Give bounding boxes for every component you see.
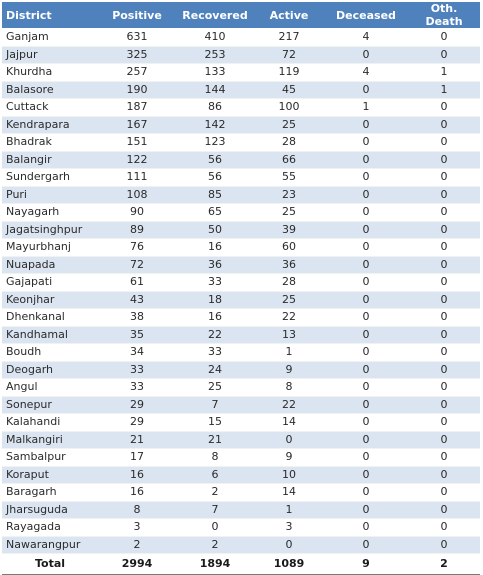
district-cell: Keonjhar [2, 291, 98, 309]
district-cell: Sambalpur [2, 449, 98, 467]
recovered-cell: 86 [176, 99, 254, 117]
active-cell: 28 [254, 274, 324, 292]
deceased-cell: 1 [324, 99, 408, 117]
recovered-cell: 16 [176, 239, 254, 257]
recovered-cell: 2 [176, 536, 254, 554]
recovered-cell: 133 [176, 64, 254, 82]
table-row [2, 134, 480, 152]
district-cell: Sonepur [2, 396, 98, 414]
recovered-cell: 0 [176, 519, 254, 537]
district-cell: Dhenkanal [2, 309, 98, 327]
table-row [2, 466, 480, 484]
active-cell: 100 [254, 99, 324, 117]
recovered-cell: 7 [176, 501, 254, 519]
positive-cell: 167 [98, 116, 176, 134]
active-cell: 9 [254, 449, 324, 467]
positive-cell: 190 [98, 81, 176, 99]
total-row [2, 554, 480, 575]
active-cell: 22 [254, 396, 324, 414]
positive-cell: 90 [98, 204, 176, 222]
district-cell: Bhadrak [2, 134, 98, 152]
total-positive: 2994 [98, 554, 176, 575]
positive-cell: 16 [98, 484, 176, 502]
other-death-cell: 0 [408, 326, 480, 344]
deceased-cell: 0 [324, 361, 408, 379]
district-cell: Jharsuguda [2, 501, 98, 519]
positive-cell: 33 [98, 379, 176, 397]
table-row [2, 326, 480, 344]
active-cell: 23 [254, 186, 324, 204]
recovered-cell: 36 [176, 256, 254, 274]
active-cell: 14 [254, 414, 324, 432]
district-cell: Rayagada [2, 519, 98, 537]
positive-cell: 72 [98, 256, 176, 274]
other-death-cell: 0 [408, 169, 480, 187]
active-cell: 25 [254, 291, 324, 309]
table-row [2, 414, 480, 432]
positive-cell: 151 [98, 134, 176, 152]
deceased-cell: 0 [324, 134, 408, 152]
table-row [2, 291, 480, 309]
recovered-cell: 6 [176, 466, 254, 484]
positive-cell: 43 [98, 291, 176, 309]
header-active: Active [254, 2, 324, 29]
active-cell: 8 [254, 379, 324, 397]
deceased-cell: 0 [324, 239, 408, 257]
positive-cell: 33 [98, 361, 176, 379]
total-other-death: 2 [408, 554, 480, 575]
district-cell: Nawarangpur [2, 536, 98, 554]
deceased-cell: 0 [324, 151, 408, 169]
header-district: District [2, 2, 98, 29]
district-stats-table [2, 2, 480, 575]
district-cell: Balangir [2, 151, 98, 169]
active-cell: 13 [254, 326, 324, 344]
active-cell: 36 [254, 256, 324, 274]
table-row [2, 309, 480, 327]
other-death-cell: 0 [408, 344, 480, 362]
active-cell: 10 [254, 466, 324, 484]
other-death-cell: 0 [408, 396, 480, 414]
deceased-cell: 0 [324, 449, 408, 467]
active-cell: 0 [254, 536, 324, 554]
other-death-cell: 0 [408, 221, 480, 239]
deceased-cell: 4 [324, 64, 408, 82]
total-recovered: 1894 [176, 554, 254, 575]
deceased-cell: 0 [324, 169, 408, 187]
active-cell: 22 [254, 309, 324, 327]
active-cell: 14 [254, 484, 324, 502]
district-cell: Malkangiri [2, 431, 98, 449]
positive-cell: 187 [98, 99, 176, 117]
district-cell: Nayagarh [2, 204, 98, 222]
district-cell: Cuttack [2, 99, 98, 117]
total-active: 1089 [254, 554, 324, 575]
other-death-cell: 0 [408, 449, 480, 467]
active-cell: 1 [254, 344, 324, 362]
recovered-cell: 22 [176, 326, 254, 344]
positive-cell: 29 [98, 414, 176, 432]
other-death-cell: 0 [408, 116, 480, 134]
recovered-cell: 18 [176, 291, 254, 309]
active-cell: 119 [254, 64, 324, 82]
deceased-cell: 4 [324, 29, 408, 47]
recovered-cell: 21 [176, 431, 254, 449]
district-cell: Angul [2, 379, 98, 397]
positive-cell: 61 [98, 274, 176, 292]
positive-cell: 111 [98, 169, 176, 187]
table-footer [2, 554, 480, 575]
other-death-cell: 0 [408, 519, 480, 537]
table-row [2, 519, 480, 537]
positive-cell: 631 [98, 29, 176, 47]
recovered-cell: 33 [176, 274, 254, 292]
table-row [2, 169, 480, 187]
other-death-cell: 1 [408, 64, 480, 82]
recovered-cell: 15 [176, 414, 254, 432]
district-cell: Kandhamal [2, 326, 98, 344]
other-death-cell: 0 [408, 291, 480, 309]
district-cell: Jagatsinghpur [2, 221, 98, 239]
positive-cell: 8 [98, 501, 176, 519]
recovered-cell: 65 [176, 204, 254, 222]
district-cell: Kalahandi [2, 414, 98, 432]
deceased-cell: 0 [324, 344, 408, 362]
table-row [2, 449, 480, 467]
active-cell: 60 [254, 239, 324, 257]
recovered-cell: 8 [176, 449, 254, 467]
deceased-cell: 0 [324, 536, 408, 554]
table-header [2, 2, 480, 29]
active-cell: 39 [254, 221, 324, 239]
table-row [2, 239, 480, 257]
deceased-cell: 0 [324, 116, 408, 134]
other-death-cell: 0 [408, 361, 480, 379]
table-row [2, 274, 480, 292]
active-cell: 1 [254, 501, 324, 519]
recovered-cell: 25 [176, 379, 254, 397]
other-death-cell: 0 [408, 379, 480, 397]
other-death-cell: 1 [408, 81, 480, 99]
other-death-cell: 0 [408, 466, 480, 484]
recovered-cell: 144 [176, 81, 254, 99]
positive-cell: 325 [98, 46, 176, 64]
table-row [2, 46, 480, 64]
table-row [2, 151, 480, 169]
table-row [2, 501, 480, 519]
recovered-cell: 56 [176, 151, 254, 169]
other-death-cell: 0 [408, 151, 480, 169]
district-cell: Nuapada [2, 256, 98, 274]
recovered-cell: 50 [176, 221, 254, 239]
recovered-cell: 2 [176, 484, 254, 502]
recovered-cell: 56 [176, 169, 254, 187]
district-cell: Kendrapara [2, 116, 98, 134]
district-cell: Baragarh [2, 484, 98, 502]
recovered-cell: 85 [176, 186, 254, 204]
other-death-cell: 0 [408, 484, 480, 502]
table-row [2, 396, 480, 414]
other-death-cell: 0 [408, 501, 480, 519]
table-row [2, 116, 480, 134]
district-cell: Gajapati [2, 274, 98, 292]
deceased-cell: 0 [324, 221, 408, 239]
total-label: Total [2, 554, 98, 575]
other-death-cell: 0 [408, 29, 480, 47]
recovered-cell: 253 [176, 46, 254, 64]
recovered-cell: 123 [176, 134, 254, 152]
deceased-cell: 0 [324, 274, 408, 292]
table-row [2, 29, 480, 47]
deceased-cell: 0 [324, 466, 408, 484]
table-row [2, 361, 480, 379]
active-cell: 3 [254, 519, 324, 537]
positive-cell: 76 [98, 239, 176, 257]
recovered-cell: 142 [176, 116, 254, 134]
active-cell: 25 [254, 116, 324, 134]
positive-cell: 17 [98, 449, 176, 467]
table-row [2, 99, 480, 117]
deceased-cell: 0 [324, 519, 408, 537]
deceased-cell: 0 [324, 256, 408, 274]
active-cell: 72 [254, 46, 324, 64]
table-row [2, 81, 480, 99]
district-cell: Boudh [2, 344, 98, 362]
table-row [2, 204, 480, 222]
header-other-death: Oth. Death [408, 2, 480, 29]
header-row [2, 2, 480, 29]
deceased-cell: 0 [324, 379, 408, 397]
active-cell: 9 [254, 361, 324, 379]
positive-cell: 3 [98, 519, 176, 537]
header-deceased: Deceased [324, 2, 408, 29]
table-row [2, 64, 480, 82]
recovered-cell: 7 [176, 396, 254, 414]
positive-cell: 35 [98, 326, 176, 344]
deceased-cell: 0 [324, 414, 408, 432]
active-cell: 0 [254, 431, 324, 449]
deceased-cell: 0 [324, 186, 408, 204]
deceased-cell: 0 [324, 326, 408, 344]
other-death-cell: 0 [408, 46, 480, 64]
total-deceased: 9 [324, 554, 408, 575]
deceased-cell: 0 [324, 204, 408, 222]
recovered-cell: 24 [176, 361, 254, 379]
other-death-cell: 0 [408, 239, 480, 257]
other-death-cell: 0 [408, 186, 480, 204]
other-death-cell: 0 [408, 414, 480, 432]
positive-cell: 38 [98, 309, 176, 327]
table-body [2, 29, 480, 554]
other-death-cell: 0 [408, 99, 480, 117]
other-death-cell: 0 [408, 431, 480, 449]
district-cell: Sundergarh [2, 169, 98, 187]
positive-cell: 21 [98, 431, 176, 449]
deceased-cell: 0 [324, 484, 408, 502]
positive-cell: 122 [98, 151, 176, 169]
positive-cell: 108 [98, 186, 176, 204]
positive-cell: 257 [98, 64, 176, 82]
positive-cell: 34 [98, 344, 176, 362]
positive-cell: 2 [98, 536, 176, 554]
active-cell: 55 [254, 169, 324, 187]
table-row [2, 536, 480, 554]
table-row [2, 344, 480, 362]
other-death-cell: 0 [408, 274, 480, 292]
table-row [2, 431, 480, 449]
recovered-cell: 410 [176, 29, 254, 47]
deceased-cell: 0 [324, 396, 408, 414]
district-cell: Mayurbhanj [2, 239, 98, 257]
active-cell: 66 [254, 151, 324, 169]
deceased-cell: 0 [324, 291, 408, 309]
active-cell: 45 [254, 81, 324, 99]
district-cell: Ganjam [2, 29, 98, 47]
active-cell: 28 [254, 134, 324, 152]
district-cell: Koraput [2, 466, 98, 484]
table-row [2, 256, 480, 274]
table-row [2, 221, 480, 239]
header-positive: Positive [98, 2, 176, 29]
other-death-cell: 0 [408, 256, 480, 274]
other-death-cell: 0 [408, 204, 480, 222]
table-row [2, 379, 480, 397]
deceased-cell: 0 [324, 431, 408, 449]
deceased-cell: 0 [324, 501, 408, 519]
header-recovered: Recovered [176, 2, 254, 29]
district-cell: Deogarh [2, 361, 98, 379]
table-row [2, 186, 480, 204]
active-cell: 217 [254, 29, 324, 47]
positive-cell: 89 [98, 221, 176, 239]
other-death-cell: 0 [408, 536, 480, 554]
table-row [2, 484, 480, 502]
district-cell: Puri [2, 186, 98, 204]
recovered-cell: 16 [176, 309, 254, 327]
other-death-cell: 0 [408, 134, 480, 152]
district-cell: Jajpur [2, 46, 98, 64]
recovered-cell: 33 [176, 344, 254, 362]
deceased-cell: 0 [324, 46, 408, 64]
positive-cell: 16 [98, 466, 176, 484]
district-cell: Balasore [2, 81, 98, 99]
active-cell: 25 [254, 204, 324, 222]
deceased-cell: 0 [324, 309, 408, 327]
positive-cell: 29 [98, 396, 176, 414]
other-death-cell: 0 [408, 309, 480, 327]
district-cell: Khurdha [2, 64, 98, 82]
deceased-cell: 0 [324, 81, 408, 99]
